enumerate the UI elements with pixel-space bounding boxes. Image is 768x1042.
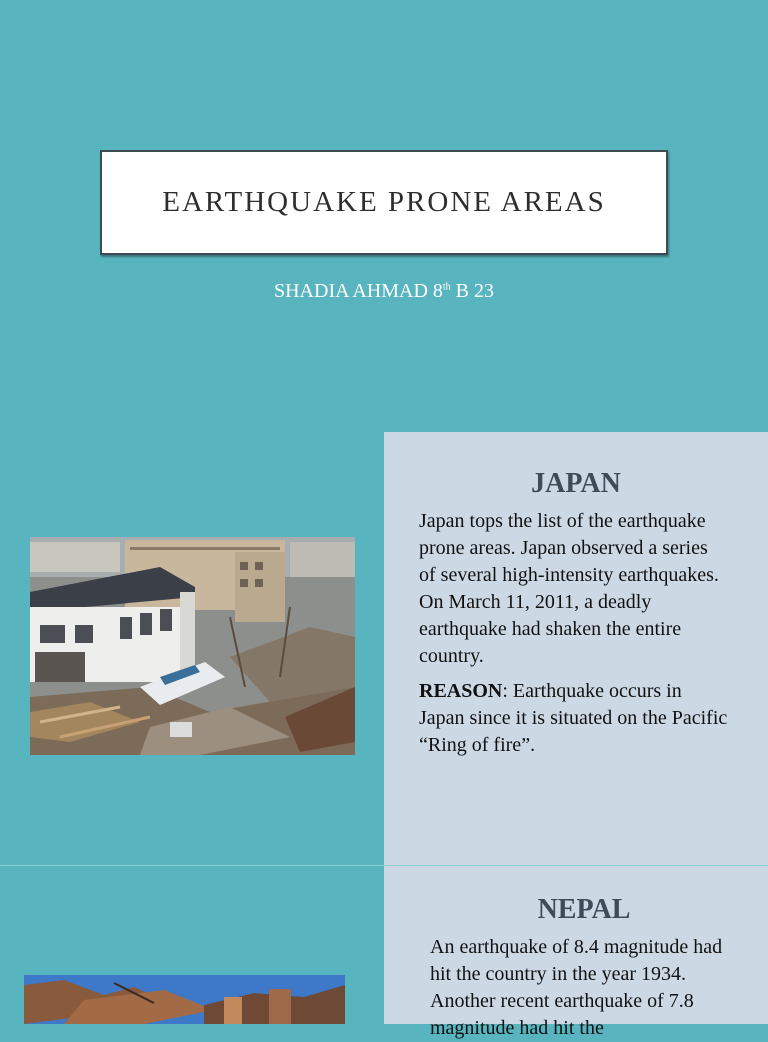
japan-paragraph: Japan tops the list of the earthquake prone areas. Japan observed a series of several high-intensity earthquakes. On March 11, 2011, a deadly earthquake had shaken the entire country. (419, 510, 719, 667)
reason-label: REASON (419, 680, 503, 702)
nepal-paragraph: An earthquake of 8.4 magnitude had hit the country in the year 1934. Another recent earthquake of 7.8 magnitude had hit the (430, 936, 723, 1039)
title-box (100, 150, 668, 255)
subtitle-class: B 23 (450, 280, 495, 302)
title-slide (0, 0, 768, 432)
reason-text: : Earthquake occurs in Japan since it is situated on the Pacific “Ring of fire”. (419, 680, 728, 756)
nepal-text-panel (384, 866, 768, 1039)
nepal-slide (0, 866, 768, 1039)
japan-heading: JAPAN (531, 468, 621, 499)
japan-slide (0, 432, 768, 866)
subtitle-superscript: th (442, 281, 451, 293)
subtitle-name: SHADIA AHMAD 8 (273, 280, 443, 302)
japan-reason (384, 670, 768, 759)
japan-photo-illustration (30, 537, 355, 755)
japan-earthquake-photo (30, 537, 355, 755)
slide-title: EARTHQUAKE PRONE AREAS (162, 186, 606, 218)
nepal-heading: NEPAL (537, 894, 631, 925)
author-subtitle (0, 280, 768, 303)
nepal-photo-illustration (24, 975, 345, 1024)
japan-text-panel (384, 432, 768, 865)
nepal-earthquake-photo (24, 975, 345, 1024)
